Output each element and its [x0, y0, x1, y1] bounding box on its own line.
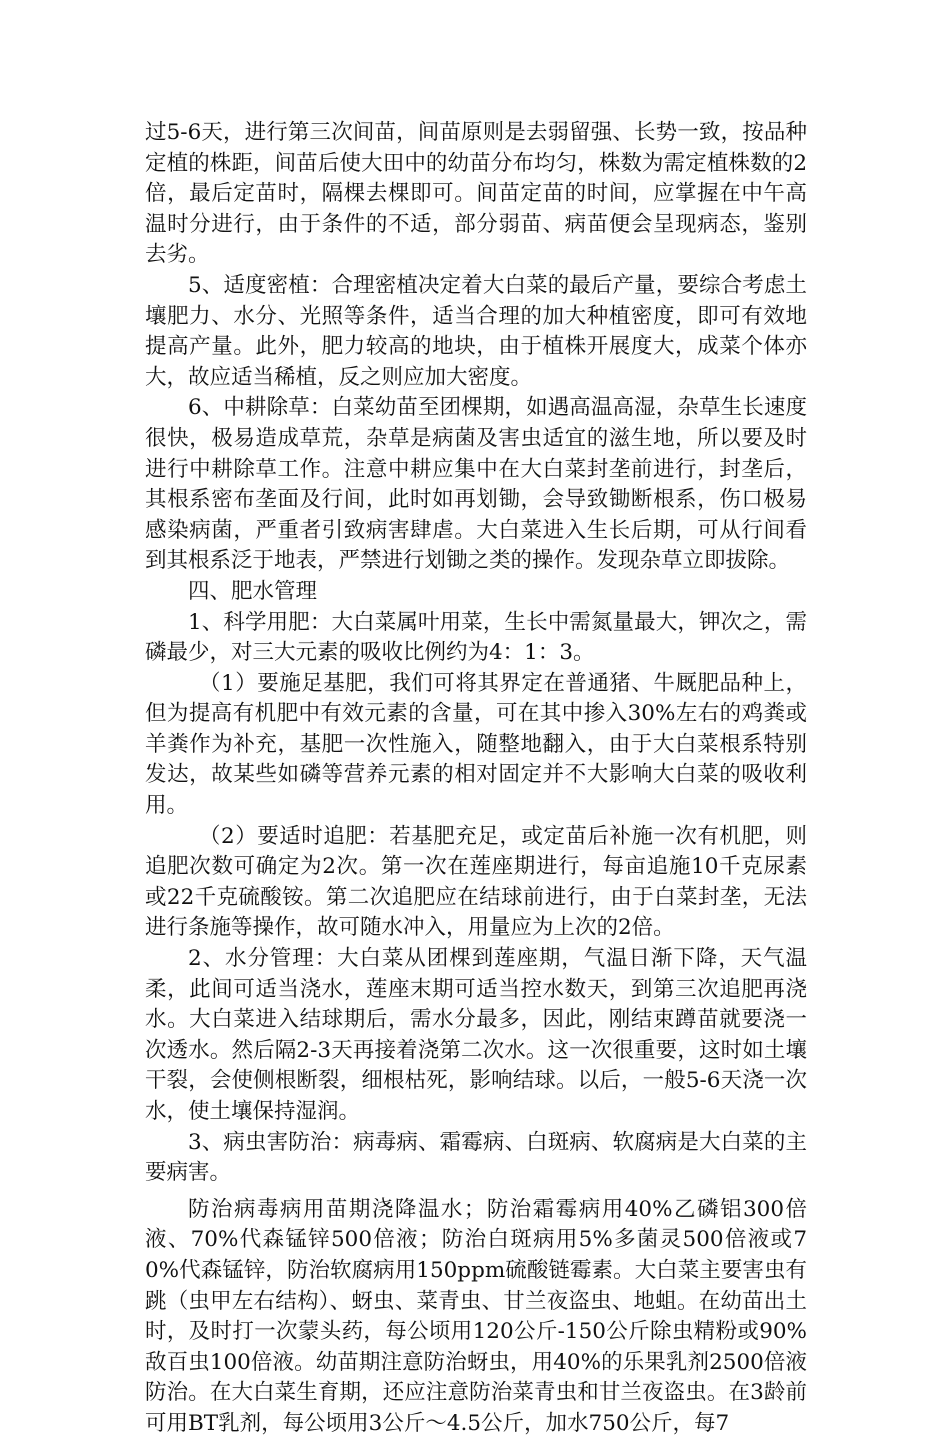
- paragraph-top-dressing: （2）要适时追肥：若基肥充足，或定苗后补施一次有机肥，则追肥次数可确定为2次。第一次在莲座期进行，每亩追施10千克尿素或22千克硫酸铵。第二次追肥应在结球前进行，由于白菜封垄，无法进行条施等操作，故可随水冲入，用量应为上次的2倍。: [145, 823, 807, 941]
- document-body: [145, 118, 807, 1440]
- paragraph-intro: 过5-6天，进行第三次间苗，间苗原则是去弱留强、长势一致，按品种定植的株距，间苗后使大田中的幼苗分布均匀，株数为需定植株数的2倍，最后定苗时，隔棵去棵即可。间苗定苗的时间，应掌握在中午高温时分进行，由于条件的不适，部分弱苗、病苗便会呈现病态，鉴别去劣。: [145, 120, 807, 268]
- paragraph-pest-control: 3、病虫害防治：病毒病、霜霉病、白斑病、软腐病是大白菜的主要病害。: [145, 1129, 807, 1186]
- paragraph-base-fertilizer: （1）要施足基肥，我们可将其界定在普通猪、牛厩肥品种上，但为提高有机肥中有效元素的含量，可在其中掺入30%左右的鸡粪或羊粪作为补充，基肥一次性施入，随整地翻入，由于大白菜根系特别发达，故某些如磷等营养元素的相对固定并不大影响大白菜的吸收利用。: [145, 670, 807, 819]
- section-heading-fertilizer-water: 四、肥水管理: [188, 578, 318, 604]
- paragraph-weeding: 6、中耕除草：白菜幼苗至团棵期，如遇高温高湿，杂草生长速度很快，极易造成草荒，杂草是病菌及害虫适宜的滋生地，所以要及时进行中耕除草工作。注意中耕应集中在大白菜封垄前进行，封垄后，其根系密布垄面及行间，此时如再划锄，会导致锄断根系，伤口极易感染病菌，严重者引致病害肆虐。大白菜进入生长后期，可从行间看到其根系泛于地表，严禁进行划锄之类的操作。发现杂草立即拔除。: [145, 395, 807, 574]
- paragraph-fertilizer-use: 1、科学用肥：大白菜属叶用菜，生长中需氮量最大，钾次之，需磷最少，对三大元素的吸收比例约为4：1：3。: [145, 609, 807, 666]
- paragraph-water-management: 2、水分管理：大白菜从团棵到莲座期，气温日渐下降，天气温柔，此间可适当浇水，莲座末期可适当控水数天，到第三次追肥再浇水。大白菜进入结球期后，需水分最多，因此，刚结束蹲苗就要浇一次透水。然后隔2-3天再接着浇第二次水。这一次很重要，这时如土壤干裂，会使侧根断裂，细根枯死，影响结球。以后，一般5-6天浇一次水，使土壤保持湿润。: [145, 946, 807, 1124]
- paragraph-disease-treatment: 防治病毒病用苗期浇降温水；防治霜霉病用40%乙磷铝300倍液、70%代森锰锌500倍液；防治白斑病用5%多菌灵500倍液或70%代森锰锌，防治软腐病用150ppm硫酸链霉素。大白菜主要害虫有跳（虫甲左右结构）、蚜虫、菜青虫、甘兰夜盗虫、地蛆。在幼苗出土时，及时打一次蒙头药，每公顷用120公斤-150公斤除虫精粉或90%敌百虫100倍液。幼苗期注意防治蚜虫，用40%的乐果乳剂2500倍液防治。在大白菜生育期，还应注意防治菜青虫和甘兰夜盗虫。在3龄前可用BT乳剂，每公顷用3公斤～4.5公斤，加水750公斤，每7: [145, 1196, 807, 1436]
- paragraph-dense-planting: 5、适度密植：合理密植决定着大白菜的最后产量，要综合考虑土壤肥力、水分、光照等条件，适当合理的加大种植密度，即可有效地提高产量。此外，肥力较高的地块，由于植株开展度大，成菜个体亦大，故应适当稀植，反之则应加大密度。: [145, 272, 807, 390]
